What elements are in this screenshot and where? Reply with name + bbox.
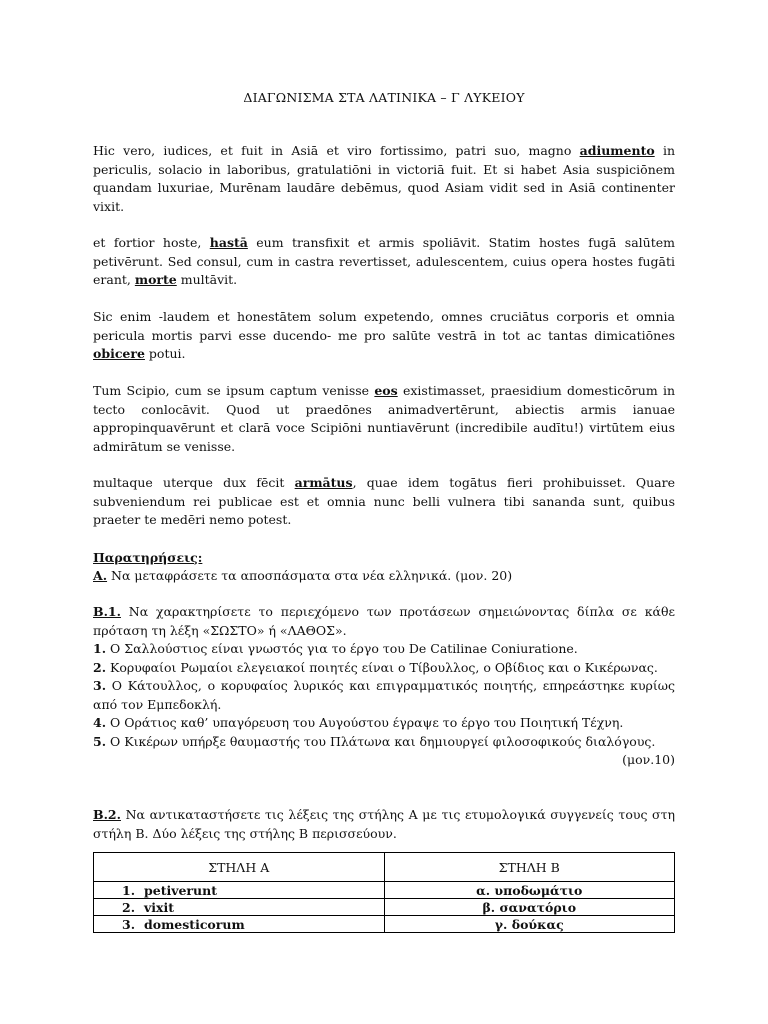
underlined-word: obicere	[93, 346, 145, 361]
table-header-row	[94, 853, 675, 882]
task-text: Να χαρακτηρίσετε το περιεχόμενο των προτάσεων σημειώνοντας δίπλα σε κάθε πρόταση τη λέξη «ΣΩΣΤΟ» ή «ΛΑΘΟΣ».	[93, 604, 675, 638]
task-b1	[93, 603, 675, 770]
column-b-cell: γ. δούκας	[384, 916, 675, 933]
task-a	[93, 567, 675, 586]
statement-3	[93, 677, 675, 714]
statement-text: Ο Κάτουλλος, ο κορυφαίος λυρικός και επιγραμματικός ποιητής, επηρεάστηκε κυρίως από τον Εμπεδοκλή.	[93, 678, 675, 712]
passage-text: multāvit.	[176, 272, 238, 287]
statement-2	[93, 659, 675, 678]
latin-passage-3	[93, 308, 675, 364]
statement-text: Ο Οράτιος καθ’ υπαγόρευση του Αυγούστου έγραψε το έργο του Ποιητική Τέχνη.	[106, 715, 624, 730]
latin-passage-2	[93, 234, 675, 290]
task-b2	[93, 806, 675, 843]
row-number: 3.	[122, 916, 136, 932]
task-text: Να αντικαταστήσετε τις λέξεις της στήλης Α με τις ετυμολογικά συγγενείς τους στη στήλη Β. Δύο λέξεις της στήλης Β περισσεύουν.	[93, 807, 675, 841]
table-row	[94, 882, 675, 899]
latin-passage-5	[93, 474, 675, 530]
passage-text: Tum Scipio, cum se ipsum captum venisse	[93, 383, 375, 398]
underlined-word: morte	[134, 272, 177, 287]
passage-text: eum transfixit et armis spoliāvit. Statim hostes fugā salūtem petivērunt. Sed consul, cum in castra revertisset, adulescentem, cuius opera hostes fugāti erant,	[93, 235, 675, 287]
statement-number: 5.	[93, 733, 107, 749]
task-b1-intro	[93, 603, 675, 640]
passage-text: multaque uterque dux fēcit	[93, 475, 295, 490]
statement-1	[93, 640, 675, 659]
passage-text: Sic enim -laudem et honestātem solum expetendo, omnes cruciātus corporis et omnia pericula mortis parvi esse ducendo- me pro salūte vestrā in tot ac tantas dimicatiōnes	[93, 309, 675, 343]
statement-number: 3.	[93, 678, 107, 693]
column-b-cell: β. σανατόριο	[384, 899, 675, 916]
statement-number: 2.	[93, 659, 107, 675]
underlined-word: armātus	[294, 475, 353, 490]
column-a-cell	[94, 899, 385, 916]
statement-number: 4.	[93, 715, 107, 730]
passage-text: potui.	[144, 346, 186, 361]
statement-text: Κορυφαίοι Ρωμαίοι ελεγειακοί ποιητές είναι ο Τίβουλλος, ο Οβίδιος και ο Κικέρωνας.	[106, 659, 658, 675]
passage-text: , quae idem togātus fieri prohibuisset. Quare subveniendum rei publicae est et omnia nunc belli vulnera tibi sananda sunt, quibus praeter te medēri nemo potest.	[93, 475, 675, 527]
statement-5	[93, 733, 675, 752]
column-b-cell: α. υποδωμάτιο	[384, 882, 675, 899]
notes-heading: Παρατηρήσεις:	[93, 550, 203, 565]
task-text: Να μεταφράσετε τα αποσπάσματα στα νέα ελληνικά. (μον. 20)	[107, 568, 513, 583]
statement-number: 1.	[93, 641, 107, 656]
column-a-cell	[94, 882, 385, 899]
statement-text: Ο Κικέρων υπήρξε θαυμαστής του Πλάτωνα και δημιουργεί φιλοσοφικούς διαλόγους.	[106, 733, 656, 749]
row-number: 1.	[122, 882, 136, 898]
column-b-header: ΣΤΗΛΗ Β	[384, 853, 675, 882]
underlined-word: adiumento	[579, 143, 655, 158]
underlined-word: hastā	[209, 235, 248, 250]
task-label: Α.	[93, 568, 108, 583]
latin-passage-1	[93, 142, 675, 216]
table-row	[94, 916, 675, 933]
column-a-word: vixit	[144, 899, 174, 915]
statement-4	[93, 714, 675, 733]
passage-text: et fortior hoste,	[93, 235, 210, 250]
latin-passage-4	[93, 382, 675, 456]
points-label: (μον.10)	[622, 752, 675, 767]
passage-text: Hic vero, iudices, et fuit in Asiā et viro fortissimo, patri suo, magno	[93, 143, 580, 158]
table-row	[94, 899, 675, 916]
column-a-cell	[94, 916, 385, 933]
row-number: 2.	[122, 899, 136, 915]
statement-text: Ο Σαλλούστιος είναι γνωστός για το έργο του De Catilinae Coniuratione.	[106, 641, 578, 656]
task-label: Β.1.	[93, 604, 121, 619]
column-a-word: domesticorum	[144, 916, 245, 932]
matching-table	[93, 852, 675, 933]
passage-text: existimasset, praesidium domesticōrum in tecto conlocāvit. Quod ut praedōnes animadvertērunt, abiectis armis ianuae appropinquavērunt et clarā voce Scipiōni nuntiavērunt (incredibile audītu!) virtūtem eius admirātum se venisse.	[93, 383, 675, 454]
column-a-word: petiverunt	[144, 882, 217, 898]
underlined-word: eos	[374, 383, 398, 398]
page-title: ΔΙΑΓΩΝΙΣΜΑ ΣΤΑ ΛΑΤΙΝΙΚΑ – Γ ΛΥΚΕΙΟΥ	[243, 90, 525, 105]
passage-text: in periculis, solacio in laboribus, gratulatiōni in victoriā fuit. Et si habet Asia suspiciōnem quandam luxuriae, Murēnam laudāre debēmus, quod Asiam vidit sed in Asiā continenter vixit.	[93, 143, 675, 214]
task-label: Β.2.	[93, 807, 121, 822]
column-a-header: ΣΤΗΛΗ Α	[94, 853, 385, 882]
